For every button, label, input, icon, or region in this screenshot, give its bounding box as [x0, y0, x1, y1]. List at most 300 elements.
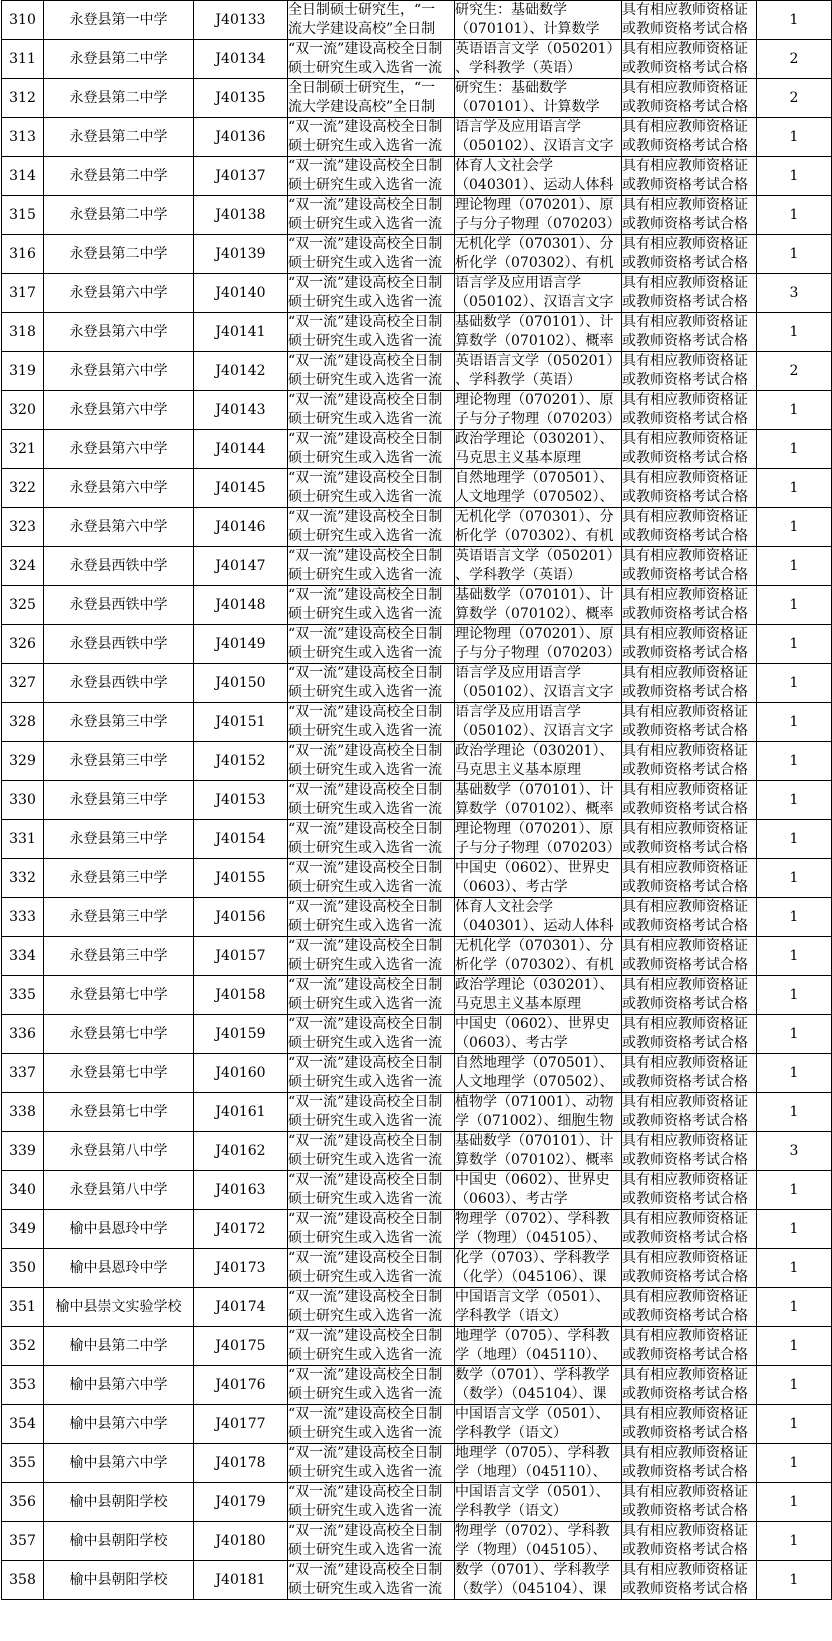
- major-line-2: 子与分子物理（070203）: [455, 411, 621, 427]
- hiring-count: 1: [757, 1054, 832, 1093]
- education-line-1: “双一流”建设高校全日制: [288, 1172, 443, 1188]
- position-code: J40150: [194, 664, 288, 703]
- qualification-line-2: 或教师资格考试合格: [622, 645, 748, 661]
- table-row: [2, 79, 832, 118]
- hiring-count: 2: [757, 352, 832, 391]
- major-requirement: [455, 1444, 622, 1483]
- education-requirement: [288, 1015, 455, 1054]
- major-line-1: 数学（0701）、学科教学: [455, 1562, 610, 1578]
- education-line-2: 硕士研究生或入选省一流: [288, 450, 442, 466]
- school-name: 永登县第三中学: [44, 742, 194, 781]
- qualification-requirement: [622, 859, 757, 898]
- row-number: 340: [2, 1171, 44, 1210]
- education-line-1: “双一流”建设高校全日制: [288, 392, 443, 408]
- education-line-1: “双一流”建设高校全日制: [288, 1367, 443, 1383]
- table-row: [2, 859, 832, 898]
- major-requirement: [455, 1132, 622, 1171]
- major-requirement: [455, 1483, 622, 1522]
- position-code: J40141: [194, 313, 288, 352]
- row-number: 355: [2, 1444, 44, 1483]
- major-line-2: 子与分子物理（070203）: [455, 840, 621, 856]
- hiring-count: 1: [757, 469, 832, 508]
- education-line-2: 硕士研究生或入选省一流: [288, 528, 442, 544]
- education-requirement: [288, 937, 455, 976]
- major-line-2: （化学）（045106）、课: [455, 1269, 607, 1285]
- education-line-1: “双一流”建设高校全日制: [288, 626, 443, 642]
- education-line-2: 硕士研究生或入选省一流: [288, 1503, 442, 1519]
- education-line-2: 硕士研究生或入选省一流: [288, 996, 442, 1012]
- education-line-1: “双一流”建设高校全日制: [288, 743, 443, 759]
- major-line-1: 中国史（0602）、世界史: [455, 1172, 610, 1188]
- qualification-line-1: 具有相应教师资格证: [622, 1172, 748, 1188]
- school-name: 永登县第六中学: [44, 352, 194, 391]
- major-requirement: [455, 508, 622, 547]
- school-name: 永登县第六中学: [44, 313, 194, 352]
- qualification-line-2: 或教师资格考试合格: [622, 879, 748, 895]
- qualification-requirement: [622, 1171, 757, 1210]
- table-row: [2, 430, 832, 469]
- position-code: J40174: [194, 1288, 288, 1327]
- qualification-requirement: [622, 157, 757, 196]
- hiring-count: 1: [757, 1366, 832, 1405]
- education-requirement: [288, 820, 455, 859]
- qualification-requirement: [622, 1132, 757, 1171]
- table-body: [2, 1, 832, 1600]
- qualification-requirement: [622, 547, 757, 586]
- major-line-1: 理论物理（070201）、原: [455, 821, 614, 837]
- position-code: J40148: [194, 586, 288, 625]
- position-code: J40142: [194, 352, 288, 391]
- qualification-line-2: 或教师资格考试合格: [622, 1230, 748, 1246]
- education-requirement: [288, 1210, 455, 1249]
- hiring-count: 1: [757, 1483, 832, 1522]
- major-line-1: 无机化学（070301）、分: [455, 509, 614, 525]
- major-requirement: [455, 859, 622, 898]
- school-name: 永登县第三中学: [44, 820, 194, 859]
- qualification-line-2: 或教师资格考试合格: [622, 216, 748, 232]
- education-line-1: “双一流”建设高校全日制: [288, 1055, 443, 1071]
- major-line-1: 体育人文社会学: [455, 899, 553, 915]
- qualification-line-2: 或教师资格考试合格: [622, 177, 748, 193]
- table-row: [2, 313, 832, 352]
- education-requirement: [288, 1249, 455, 1288]
- table-row: [2, 547, 832, 586]
- position-code: J40179: [194, 1483, 288, 1522]
- school-name: 榆中县第六中学: [44, 1405, 194, 1444]
- major-requirement: [455, 937, 622, 976]
- recruitment-table: [1, 0, 832, 1600]
- qualification-requirement: [622, 1015, 757, 1054]
- education-requirement: [288, 586, 455, 625]
- education-line-2: 硕士研究生或入选省一流: [288, 567, 442, 583]
- education-line-1: “双一流”建设高校全日制: [288, 548, 443, 564]
- qualification-line-2: 或教师资格考试合格: [622, 60, 748, 76]
- education-requirement: [288, 742, 455, 781]
- position-code: J40172: [194, 1210, 288, 1249]
- position-code: J40173: [194, 1249, 288, 1288]
- major-line-1: 物理学（0702）、学科教: [455, 1523, 610, 1539]
- row-number: 315: [2, 196, 44, 235]
- table-row: [2, 391, 832, 430]
- qualification-line-2: 或教师资格考试合格: [622, 1113, 748, 1129]
- education-line-2: 硕士研究生或入选省一流: [288, 372, 442, 388]
- qualification-line-1: 具有相应教师资格证: [622, 1055, 748, 1071]
- hiring-count: 3: [757, 1132, 832, 1171]
- qualification-line-2: 或教师资格考试合格: [622, 489, 748, 505]
- qualification-line-1: 具有相应教师资格证: [622, 41, 748, 57]
- table-row: [2, 1483, 832, 1522]
- education-line-2: 硕士研究生或入选省一流: [288, 60, 442, 76]
- education-requirement: [288, 274, 455, 313]
- education-line-2: 硕士研究生或入选省一流: [288, 1074, 442, 1090]
- major-requirement: [455, 1405, 622, 1444]
- school-name: 永登县第六中学: [44, 430, 194, 469]
- table-row: [2, 352, 832, 391]
- major-line-2: （0603）、考古学: [455, 1035, 568, 1051]
- qualification-line-2: 或教师资格考试合格: [622, 450, 748, 466]
- table-row: [2, 1249, 832, 1288]
- row-number: 314: [2, 157, 44, 196]
- position-code: J40158: [194, 976, 288, 1015]
- major-line-2: 子与分子物理（070203）: [455, 645, 621, 661]
- school-name: 永登县第八中学: [44, 1171, 194, 1210]
- major-line-1: 基础数学（070101）、计: [455, 587, 614, 603]
- major-requirement: [455, 118, 622, 157]
- education-requirement: [288, 898, 455, 937]
- position-code: J40159: [194, 1015, 288, 1054]
- qualification-line-2: 或教师资格考试合格: [622, 762, 748, 778]
- major-line-2: 子与分子物理（070203）: [455, 216, 621, 232]
- major-line-2: 算数学（070102）、概率: [455, 606, 614, 622]
- position-code: J40151: [194, 703, 288, 742]
- major-line-2: 学（071002）、细胞生物: [455, 1113, 614, 1129]
- row-number: 334: [2, 937, 44, 976]
- education-line-2: 流大学建设高校”全日制: [288, 21, 436, 37]
- hiring-count: 1: [757, 820, 832, 859]
- qualification-line-1: 具有相应教师资格证: [622, 119, 748, 135]
- qualification-line-1: 具有相应教师资格证: [622, 548, 748, 564]
- table-row: [2, 703, 832, 742]
- major-line-1: 无机化学（070301）、分: [455, 236, 614, 252]
- major-line-2: （050102）、汉语言文字: [455, 684, 614, 700]
- hiring-count: 1: [757, 157, 832, 196]
- qualification-line-2: 或教师资格考试合格: [622, 21, 748, 37]
- school-name: 榆中县朝阳学校: [44, 1483, 194, 1522]
- major-requirement: [455, 976, 622, 1015]
- major-requirement: [455, 547, 622, 586]
- position-code: J40160: [194, 1054, 288, 1093]
- education-line-1: “双一流”建设高校全日制: [288, 470, 443, 486]
- hiring-count: 2: [757, 40, 832, 79]
- hiring-count: 1: [757, 313, 832, 352]
- education-requirement: [288, 703, 455, 742]
- hiring-count: 1: [757, 1210, 832, 1249]
- qualification-line-1: 具有相应教师资格证: [622, 1484, 748, 1500]
- hiring-count: 1: [757, 118, 832, 157]
- major-requirement: [455, 898, 622, 937]
- position-code: J40176: [194, 1366, 288, 1405]
- table-row: [2, 1366, 832, 1405]
- major-requirement: [455, 391, 622, 430]
- education-requirement: [288, 1132, 455, 1171]
- qualification-line-2: 或教师资格考试合格: [622, 333, 748, 349]
- table-row: [2, 586, 832, 625]
- education-line-2: 硕士研究生或入选省一流: [288, 411, 442, 427]
- table-row: [2, 1444, 832, 1483]
- school-name: 永登县第三中学: [44, 859, 194, 898]
- table-row: [2, 508, 832, 547]
- education-line-2: 硕士研究生或入选省一流: [288, 1464, 442, 1480]
- school-name: 永登县第一中学: [44, 1, 194, 40]
- education-line-1: “双一流”建设高校全日制: [288, 1250, 443, 1266]
- major-requirement: [455, 1522, 622, 1561]
- qualification-requirement: [622, 1210, 757, 1249]
- position-code: J40180: [194, 1522, 288, 1561]
- qualification-line-2: 或教师资格考试合格: [622, 996, 748, 1012]
- qualification-line-2: 或教师资格考试合格: [622, 372, 748, 388]
- education-line-1: “双一流”建设高校全日制: [288, 1562, 443, 1578]
- qualification-line-1: 具有相应教师资格证: [622, 743, 748, 759]
- education-line-2: 硕士研究生或入选省一流: [288, 1425, 442, 1441]
- qualification-line-2: 或教师资格考试合格: [622, 606, 748, 622]
- table-row: [2, 820, 832, 859]
- qualification-line-2: 或教师资格考试合格: [622, 1308, 748, 1324]
- major-line-2: 人文地理学（070502）、: [455, 1074, 614, 1090]
- row-number: 331: [2, 820, 44, 859]
- hiring-count: 1: [757, 898, 832, 937]
- education-line-2: 硕士研究生或入选省一流: [288, 801, 442, 817]
- education-line-2: 硕士研究生或入选省一流: [288, 1113, 442, 1129]
- school-name: 永登县第二中学: [44, 79, 194, 118]
- major-line-1: 英语语言文学（050201）: [455, 353, 621, 369]
- hiring-count: 2: [757, 79, 832, 118]
- hiring-count: 1: [757, 781, 832, 820]
- row-number: 310: [2, 1, 44, 40]
- education-line-1: “双一流”建设高校全日制: [288, 1211, 443, 1227]
- education-line-1: “双一流”建设高校全日制: [288, 314, 443, 330]
- major-requirement: [455, 40, 622, 79]
- table-row: [2, 664, 832, 703]
- education-line-2: 硕士研究生或入选省一流: [288, 489, 442, 505]
- major-requirement: [455, 586, 622, 625]
- education-requirement: [288, 1366, 455, 1405]
- major-line-2: （0603）、考古学: [455, 1191, 568, 1207]
- position-code: J40146: [194, 508, 288, 547]
- qualification-line-1: 具有相应教师资格证: [622, 80, 748, 96]
- qualification-requirement: [622, 1249, 757, 1288]
- qualification-requirement: [622, 1444, 757, 1483]
- table-row: [2, 625, 832, 664]
- education-requirement: [288, 1522, 455, 1561]
- row-number: 311: [2, 40, 44, 79]
- school-name: 榆中县恩玲中学: [44, 1210, 194, 1249]
- education-line-2: 硕士研究生或入选省一流: [288, 1581, 442, 1597]
- education-requirement: [288, 508, 455, 547]
- education-line-2: 硕士研究生或入选省一流: [288, 1347, 442, 1363]
- position-code: J40133: [194, 1, 288, 40]
- major-requirement: [455, 274, 622, 313]
- education-requirement: [288, 1171, 455, 1210]
- education-line-2: 硕士研究生或入选省一流: [288, 762, 442, 778]
- major-line-1: 研究生：基础数学: [455, 2, 567, 18]
- table-row: [2, 1, 832, 40]
- major-line-2: 析化学（070302）、有机: [455, 528, 614, 544]
- major-line-2: 学（地理）（045110）、: [455, 1347, 607, 1363]
- table-row: [2, 235, 832, 274]
- qualification-line-1: 具有相应教师资格证: [622, 899, 748, 915]
- hiring-count: 1: [757, 196, 832, 235]
- education-line-1: “双一流”建设高校全日制: [288, 1523, 443, 1539]
- row-number: 333: [2, 898, 44, 937]
- education-line-2: 硕士研究生或入选省一流: [288, 1230, 442, 1246]
- education-requirement: [288, 430, 455, 469]
- education-line-1: “双一流”建设高校全日制: [288, 1133, 443, 1149]
- qualification-requirement: [622, 742, 757, 781]
- major-line-2: （050102）、汉语言文字: [455, 723, 614, 739]
- table-row: [2, 40, 832, 79]
- row-number: 326: [2, 625, 44, 664]
- education-line-2: 硕士研究生或入选省一流: [288, 684, 442, 700]
- qualification-requirement: [622, 820, 757, 859]
- hiring-count: 1: [757, 1327, 832, 1366]
- qualification-requirement: [622, 1054, 757, 1093]
- qualification-requirement: [622, 469, 757, 508]
- major-line-2: 人文地理学（070502）、: [455, 489, 614, 505]
- education-line-2: 硕士研究生或入选省一流: [288, 177, 442, 193]
- qualification-line-1: 具有相应教师资格证: [622, 977, 748, 993]
- major-line-1: 自然地理学（070501）、: [455, 470, 614, 486]
- row-number: 327: [2, 664, 44, 703]
- qualification-line-1: 具有相应教师资格证: [622, 197, 748, 213]
- qualification-requirement: [622, 1, 757, 40]
- qualification-line-2: 或教师资格考试合格: [622, 528, 748, 544]
- row-number: 357: [2, 1522, 44, 1561]
- table-row: [2, 781, 832, 820]
- major-line-2: （040301）、运动人体科: [455, 177, 614, 193]
- qualification-line-2: 或教师资格考试合格: [622, 99, 748, 115]
- table-row: [2, 118, 832, 157]
- major-line-1: 语言学及应用语言学: [455, 119, 581, 135]
- education-line-1: “双一流”建设高校全日制: [288, 509, 443, 525]
- major-requirement: [455, 1288, 622, 1327]
- education-requirement: [288, 469, 455, 508]
- row-number: 332: [2, 859, 44, 898]
- education-line-2: 硕士研究生或入选省一流: [288, 879, 442, 895]
- major-line-1: 政治学理论（030201）、: [455, 743, 614, 759]
- row-number: 316: [2, 235, 44, 274]
- row-number: 321: [2, 430, 44, 469]
- major-line-1: 英语语言文学（050201）: [455, 41, 621, 57]
- row-number: 336: [2, 1015, 44, 1054]
- hiring-count: 1: [757, 937, 832, 976]
- qualification-line-2: 或教师资格考试合格: [622, 1269, 748, 1285]
- row-number: 339: [2, 1132, 44, 1171]
- qualification-requirement: [622, 352, 757, 391]
- row-number: 337: [2, 1054, 44, 1093]
- education-line-2: 硕士研究生或入选省一流: [288, 1542, 442, 1558]
- qualification-requirement: [622, 40, 757, 79]
- education-requirement: [288, 625, 455, 664]
- education-requirement: [288, 40, 455, 79]
- qualification-line-1: 具有相应教师资格证: [622, 938, 748, 954]
- major-line-1: 中国语言文学（0501）、: [455, 1406, 610, 1422]
- qualification-requirement: [622, 79, 757, 118]
- qualification-line-1: 具有相应教师资格证: [622, 314, 748, 330]
- row-number: 349: [2, 1210, 44, 1249]
- hiring-count: 1: [757, 703, 832, 742]
- education-requirement: [288, 976, 455, 1015]
- major-line-1: 体育人文社会学: [455, 158, 553, 174]
- education-line-1: “双一流”建设高校全日制: [288, 587, 443, 603]
- major-line-2: 算数学（070102）、概率: [455, 801, 614, 817]
- position-code: J40144: [194, 430, 288, 469]
- row-number: 328: [2, 703, 44, 742]
- qualification-line-1: 具有相应教师资格证: [622, 704, 748, 720]
- qualification-line-2: 或教师资格考试合格: [622, 1425, 748, 1441]
- major-requirement: [455, 1561, 622, 1600]
- education-requirement: [288, 1288, 455, 1327]
- hiring-count: 1: [757, 1444, 832, 1483]
- major-requirement: [455, 703, 622, 742]
- qualification-line-1: 具有相应教师资格证: [622, 1133, 748, 1149]
- qualification-line-1: 具有相应教师资格证: [622, 1094, 748, 1110]
- table-row: [2, 937, 832, 976]
- hiring-count: 1: [757, 625, 832, 664]
- major-requirement: [455, 1210, 622, 1249]
- qualification-line-1: 具有相应教师资格证: [622, 1445, 748, 1461]
- qualification-requirement: [622, 1522, 757, 1561]
- qualification-line-1: 具有相应教师资格证: [622, 1367, 748, 1383]
- major-line-1: 物理学（0702）、学科教: [455, 1211, 610, 1227]
- major-requirement: [455, 1366, 622, 1405]
- position-code: J40163: [194, 1171, 288, 1210]
- hiring-count: 1: [757, 1522, 832, 1561]
- education-line-1: “双一流”建设高校全日制: [288, 197, 443, 213]
- row-number: 313: [2, 118, 44, 157]
- qualification-line-2: 或教师资格考试合格: [622, 138, 748, 154]
- school-name: 永登县第三中学: [44, 703, 194, 742]
- education-requirement: [288, 1444, 455, 1483]
- qualification-requirement: [622, 976, 757, 1015]
- education-line-1: “双一流”建设高校全日制: [288, 41, 443, 57]
- hiring-count: 1: [757, 742, 832, 781]
- qualification-line-1: 具有相应教师资格证: [622, 275, 748, 291]
- education-requirement: [288, 313, 455, 352]
- major-requirement: [455, 430, 622, 469]
- row-number: 335: [2, 976, 44, 1015]
- school-name: 榆中县第二中学: [44, 1327, 194, 1366]
- table-row: [2, 742, 832, 781]
- hiring-count: 1: [757, 1249, 832, 1288]
- school-name: 永登县西铁中学: [44, 625, 194, 664]
- row-number: 322: [2, 469, 44, 508]
- row-number: 352: [2, 1327, 44, 1366]
- major-line-2: （070101）、计算数学: [455, 99, 600, 115]
- qualification-line-1: 具有相应教师资格证: [622, 665, 748, 681]
- major-line-1: 中国语言文学（0501）、: [455, 1484, 610, 1500]
- major-line-1: 数学（0701）、学科教学: [455, 1367, 610, 1383]
- education-line-1: “双一流”建设高校全日制: [288, 275, 443, 291]
- education-line-1: “双一流”建设高校全日制: [288, 782, 443, 798]
- school-name: 永登县第七中学: [44, 1093, 194, 1132]
- major-line-1: 化学（0703）、学科教学: [455, 1250, 610, 1266]
- major-line-1: 植物学（071001）、动物: [455, 1094, 614, 1110]
- major-line-1: 基础数学（070101）、计: [455, 782, 614, 798]
- major-line-1: 政治学理论（030201）、: [455, 431, 614, 447]
- major-line-2: （050102）、汉语言文字: [455, 294, 614, 310]
- major-line-2: 学（地理）（045110）、: [455, 1464, 607, 1480]
- major-line-1: 理论物理（070201）、原: [455, 626, 614, 642]
